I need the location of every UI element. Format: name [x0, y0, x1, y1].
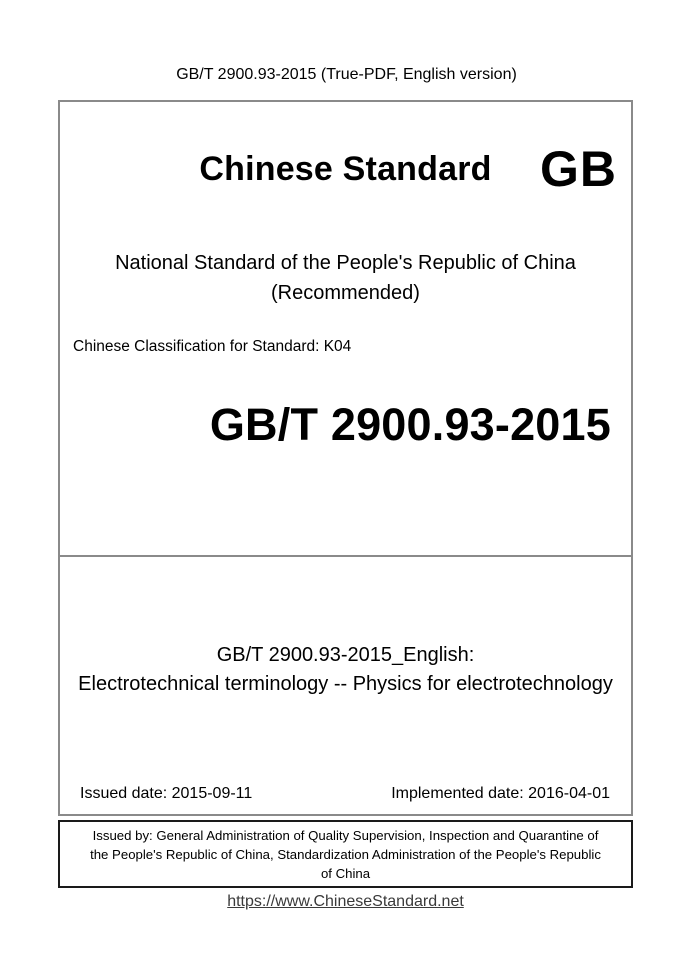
page-footer	[58, 893, 633, 911]
page-header-title: GB/T 2900.93-2015 (True-PDF, English version)	[176, 66, 517, 83]
issued-date: Issued date: 2015-09-11	[80, 785, 253, 802]
standard-number: GB/T 2900.93-2015	[209, 399, 611, 450]
cover-box	[58, 100, 633, 557]
gb-logo: GB	[540, 141, 617, 197]
brand-title: Chinese Standard	[199, 150, 492, 188]
english-title-line1: GB/T 2900.93-2015_English:	[216, 644, 475, 666]
document-body	[58, 100, 633, 911]
title-box	[58, 555, 633, 816]
brand-row	[60, 141, 631, 210]
english-title-line2: Electrotechnical terminology -- Physics for electrotechnology	[78, 673, 613, 695]
issuer-box	[58, 820, 633, 888]
implemented-date: Implemented date: 2016-04-01	[391, 785, 610, 802]
website-link[interactable]: https://www.ChineseStandard.net	[227, 893, 464, 910]
issuer-text: Issued by: General Administration of Quality Supervision, Inspection and Quarantine of the People's Republic of China, Standardization Administration of the People's Republic of China	[90, 827, 601, 881]
dates-row	[60, 785, 631, 803]
national-standard-line: National Standard of the People's Republic of China	[115, 252, 576, 274]
classification-line: Chinese Classification for Standard: K04	[73, 338, 352, 355]
recommended-line: (Recommended)	[271, 282, 420, 304]
